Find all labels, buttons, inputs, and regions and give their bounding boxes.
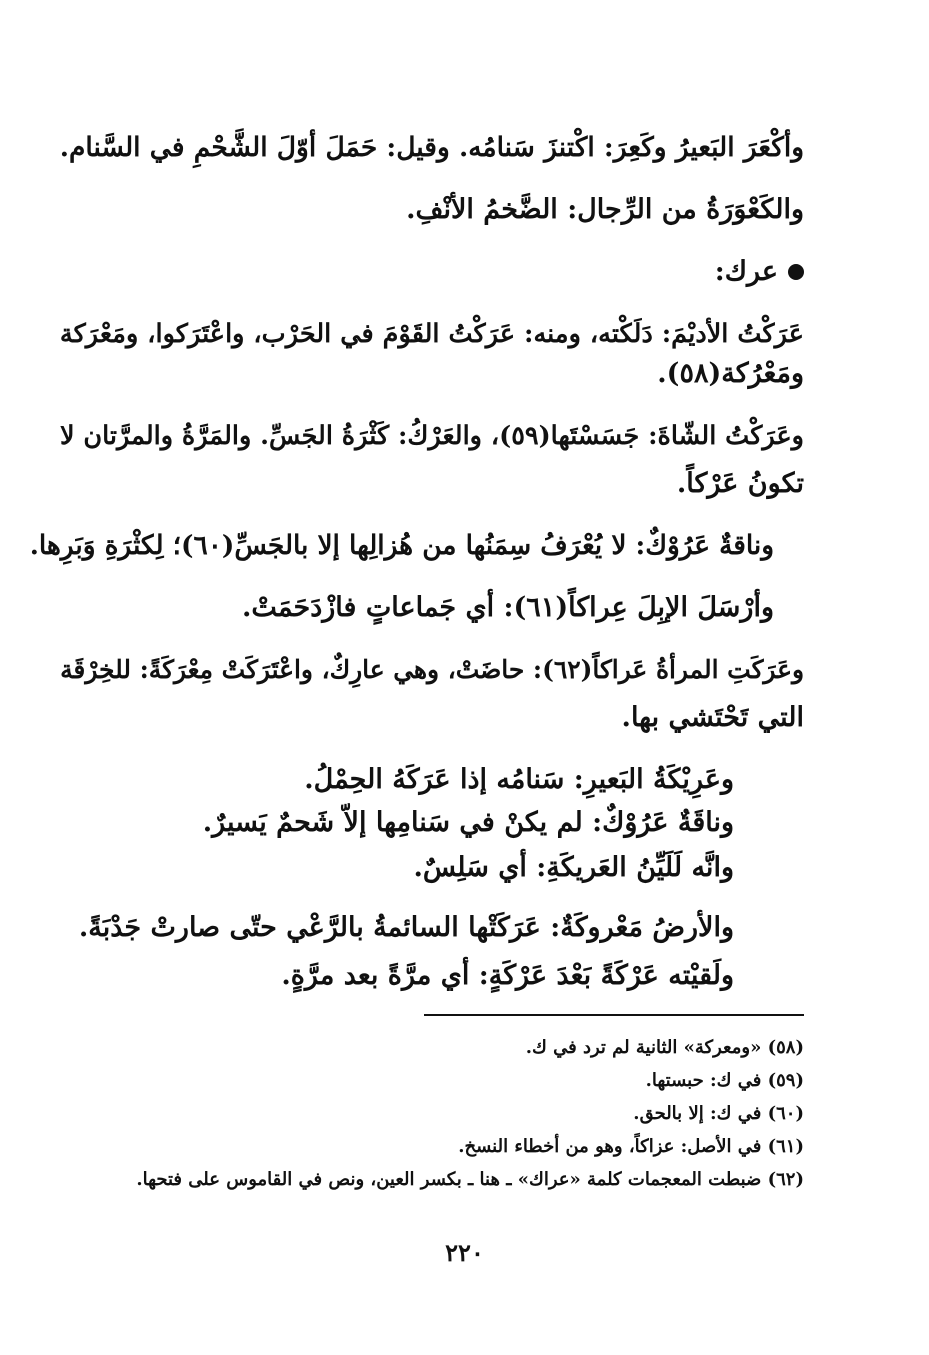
text-line: وناقَةٌ عَرُوْكٌ: لم يكنْ في سَنامِها إلاّ شَحمٌ يَسيرٌ. — [202, 807, 734, 838]
text-line: وأكْعَرَ البَعيرُ وكَعِرَ: اكْتنزَ سَنامُه. وقيل: حَمَلَ أوّلَ الشَّحْمِ في السَّنام. — [59, 132, 804, 163]
text-line: عَرَكْتُ الأديْمَ: دَلَكْته، ومنه: عَرَكْتُ القَوْمَ في الحَرْب، واعْتَرَكوا، ومَعْرَكة — [59, 319, 804, 349]
footnote: (٥٩) في ك: حبستها. — [645, 1070, 804, 1091]
text-line: وعَرِيْكَةُ البَعيرِ: سَنامُه إذا عَرَكَهُ الحِمْلُ. — [304, 764, 734, 795]
footnote: (٦٠) في ك: إلا بالحق. — [633, 1103, 804, 1124]
text-line: ولَقيْته عَرْكَةً بَعْدَ عَرْكَةٍ: أي مرَّةً بعد مرَّةٍ. — [281, 960, 734, 991]
text-line: تكونُ عَرْكاً. — [676, 468, 804, 499]
text-line: ومَعْرُكة(٥٨). — [657, 358, 804, 389]
entry-heading — [715, 254, 804, 290]
footnote: (٦١) في الأصل: عزاكاً، وهو من أخطاء النسخ. — [458, 1136, 804, 1157]
text-line: وعَرَكْتُ الشّاةَ: جَسَسْتَها(٥٩)، والعَرْكُ: كَثْرَةُ الجَسِّ. والمَرَّةُ والمرَّتان لا — [59, 421, 804, 451]
bullet-icon — [788, 264, 804, 280]
text-line: وأرْسَلَ الإبِلَ عِراكاً(٦١): أي جَماعاتٍ فازْدَحَمَتْ. — [242, 592, 774, 623]
text-line: وعَرَكَتِ المرأةُ عَراكاً(٦٢): حاضَتْ، وهي عارِكٌ، واعْتَرَكَتْ مِعْرَكَةً: للخِرْقَة — [60, 655, 804, 684]
footnote-divider — [424, 1014, 804, 1016]
entry-heading-label: عرك: — [714, 256, 778, 287]
text-line: وانَّه لَلَيِّنُ العَريكَةِ: أي سَلِسٌ. — [413, 852, 734, 883]
text-line: التي تَحْتَشي بها. — [621, 702, 804, 733]
footnote: (٦٢) ضبطت المعجمات كلمة «عراك» ـ هنا ـ بكسر العين، ونص في القاموس على فتحها. — [136, 1169, 804, 1190]
page-number: ٢٢٠ — [445, 1238, 484, 1267]
text-line: والأرضُ مَعْروكَةٌ: عَرَكَتْها السائمةُ بالرَّعْي حتّى صارتْ جَدْبَةً. — [78, 912, 734, 943]
text-line: وناقةٌ عَرُوْكٌ: لا يُعْرَفُ سِمَنُها من هُزالِها إلا بالجَسِّ(٦٠)؛ لِكثْرَةِ وَبَرِها. — [29, 530, 774, 561]
text-line: والكَعْوَرَةُ من الرِّجال: الضَّخمُ الأنْفِ. — [406, 194, 804, 225]
footnote: (٥٨) «ومعركة» الثانية لم ترد في ك. — [525, 1037, 804, 1058]
